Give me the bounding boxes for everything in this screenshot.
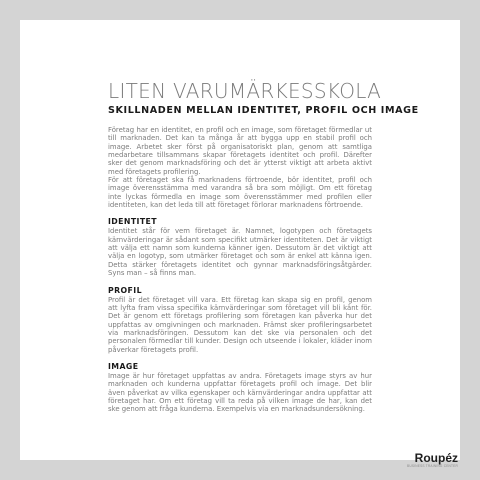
document-subtitle: SKILLNADEN MELLAN IDENTITET, PROFIL OCH IMAGE [108, 105, 419, 116]
section-heading-profil: PROFIL [108, 285, 142, 295]
logo-tagline: BUSINESS TRAINING CENTER [407, 464, 458, 468]
intro-paragraph: För att företaget ska få marknadens förtroende, bör identitet, profil och image överensstämma med varandra så bra som möjligt. Om ett företag inte lyckas förmedla en image som överensstämmer med profilen eller identiteten, kan det leda till att företaget förlorar marknadens förtroende. [108, 176, 372, 210]
logo-name: Roupéz [414, 451, 458, 465]
document-brand-title: LITEN VARUMÄRKESSKOLA [108, 79, 382, 103]
roupez-logo [407, 452, 458, 468]
intro-paragraph: Företag har en identitet, en profil och en image, som företaget förmedlar ut till marknaden. Det kan ta många år att bygga upp en stabil profil och image. Arbetet sker först på organisatoriskt plan, genom att samtliga medarbetare tillsammans skapar företagets identitet och profil. Därefter sker det genom marknadsföring och det är ytterst viktigt att arbeta aktivt med företagets profilering. [108, 126, 372, 176]
document-page [20, 20, 460, 460]
section-heading-image: IMAGE [108, 361, 139, 371]
section-heading-identitet: IDENTITET [108, 217, 158, 227]
section-body-identitet: Identitet står för vem företaget är. Namnet, logotypen och företagets kärnvärderingar är sådant som specifikt utmärker identiteten. Det är viktigt att välja ett namn som kunderna känner igen. Dessutom är det viktigt att välja en logotyp, som utmärker företaget och som är enkel att känna igen. Detta stärker företagets identitet och gynnar marknadsföringsåtgärder. Syns man – så finns man. [108, 227, 372, 278]
section-body-profil: Profil är det företaget vill vara. Ett företag kan skapa sig en profil, genom att lyfta fram vissa specifika kärnvärderingar som företaget vill bli känt för. Det är genom ett företags profilering som företagen kan påverka hur det uppfattas av omgivningen och marknaden. Främst sker profileringsarbetet via marknadsföringen. Dessutom kan det ske via personalen och det personalen förmedlar till kunder. Design och utseende i lokaler, kläder inom påverkar företagets profil. [108, 295, 372, 354]
section-body-image: Image är hur företaget uppfattas av andra. Företagets image styrs av hur marknaden och kunderna uppfattar företagets profil och image. Det blir även påverkat av vilka egenskaper och kärnvärderingar andra uppfattar att företaget har. Om ett företag vill ta reda på vilken image de har, kan det ske genom att fråga kunderna. Exempelvis via en marknadsundersökning. [108, 371, 372, 414]
